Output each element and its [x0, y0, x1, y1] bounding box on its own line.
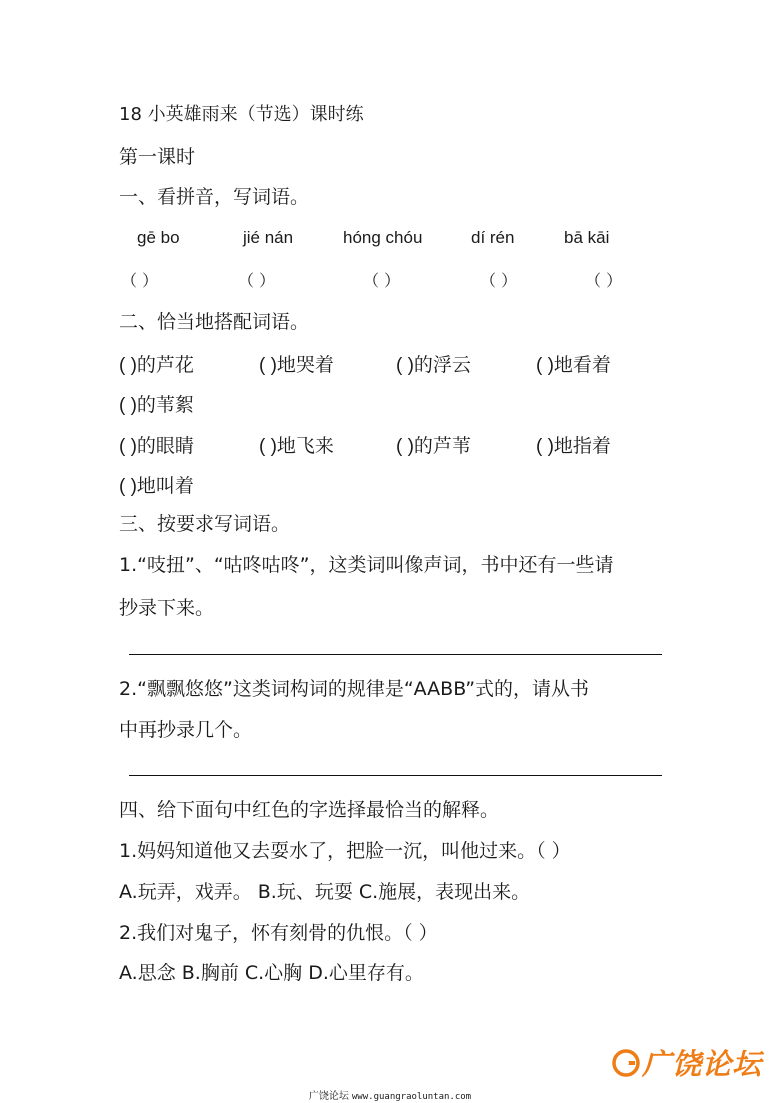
section2-heading: 二、恰当地搭配词语。 — [119, 311, 310, 333]
page-footer — [0, 1087, 780, 1102]
answer-line — [129, 775, 662, 776]
match-item: ( )的芦花 — [119, 355, 194, 376]
footer-site-name: 广饶论坛 — [308, 1091, 349, 1102]
answer-bracket: （ ） — [121, 271, 159, 290]
match-item: ( )的浮云 — [396, 355, 471, 376]
match-item: ( )地看着 — [536, 355, 611, 376]
pinyin-item: bā kāi — [564, 228, 610, 247]
pinyin-item: dí rén — [471, 228, 515, 247]
match-item: ( )地叫着 — [119, 476, 194, 497]
question-3-2-line1: 2.“飘飘悠悠”这类词构词的规律是“AABB”式的，请从书 — [119, 678, 590, 700]
worksheet-title: 18 小英雄雨来（节选）课时练 — [119, 104, 364, 125]
logo-mark-icon — [612, 1049, 640, 1077]
answer-bracket: （ ） — [480, 271, 518, 290]
match-item: ( )地指着 — [536, 436, 611, 457]
pinyin-item: gē bo — [137, 228, 180, 247]
logo-text: 广饶论坛 — [642, 1047, 763, 1081]
site-logo — [612, 1042, 762, 1083]
pinyin-item: hóng chóu — [343, 228, 423, 247]
match-item: ( )地飞来 — [259, 436, 334, 457]
question-3-2-line2: 中再抄录几个。 — [119, 719, 253, 741]
match-item: ( )的芦苇 — [396, 436, 471, 457]
question-4-1-options: A.玩弄，戏弄。 B.玩、玩耍 C.施展，表现出来。 — [119, 881, 531, 903]
answer-bracket: （ ） — [238, 271, 276, 290]
question-4-2-options: A.思念 B.胸前 C.心胸 D.心里存有。 — [119, 962, 424, 984]
answer-bracket: （ ） — [585, 271, 623, 290]
question-3-1-line2: 抄录下来。 — [119, 597, 215, 619]
match-item: ( )地哭着 — [259, 355, 334, 376]
pinyin-item: jié nán — [243, 228, 294, 247]
section1-heading: 一、看拼音，写词语。 — [119, 186, 310, 208]
match-item: ( )的眼睛 — [119, 436, 194, 457]
match-item: ( )的苇絮 — [119, 395, 194, 416]
section4-heading: 四、给下面句中红色的字选择最恰当的解释。 — [119, 799, 500, 821]
answer-line — [129, 654, 662, 655]
question-4-2: 2.我们对鬼子，怀有刻骨的仇恨。（ ） — [119, 922, 438, 944]
question-3-1-line1: 1.“吱扭”、“咕咚咕咚”，这类词叫像声词，书中还有一些请 — [119, 554, 614, 576]
section3-heading: 三、按要求写词语。 — [119, 513, 291, 535]
lesson-label: 第一课时 — [119, 146, 196, 168]
question-4-1: 1.妈妈知道他又去耍水了，把脸一沉，叫他过来。（ ） — [119, 840, 571, 862]
footer-url: www.guangraoluntan.com — [351, 1092, 472, 1102]
answer-bracket: （ ） — [363, 271, 401, 290]
